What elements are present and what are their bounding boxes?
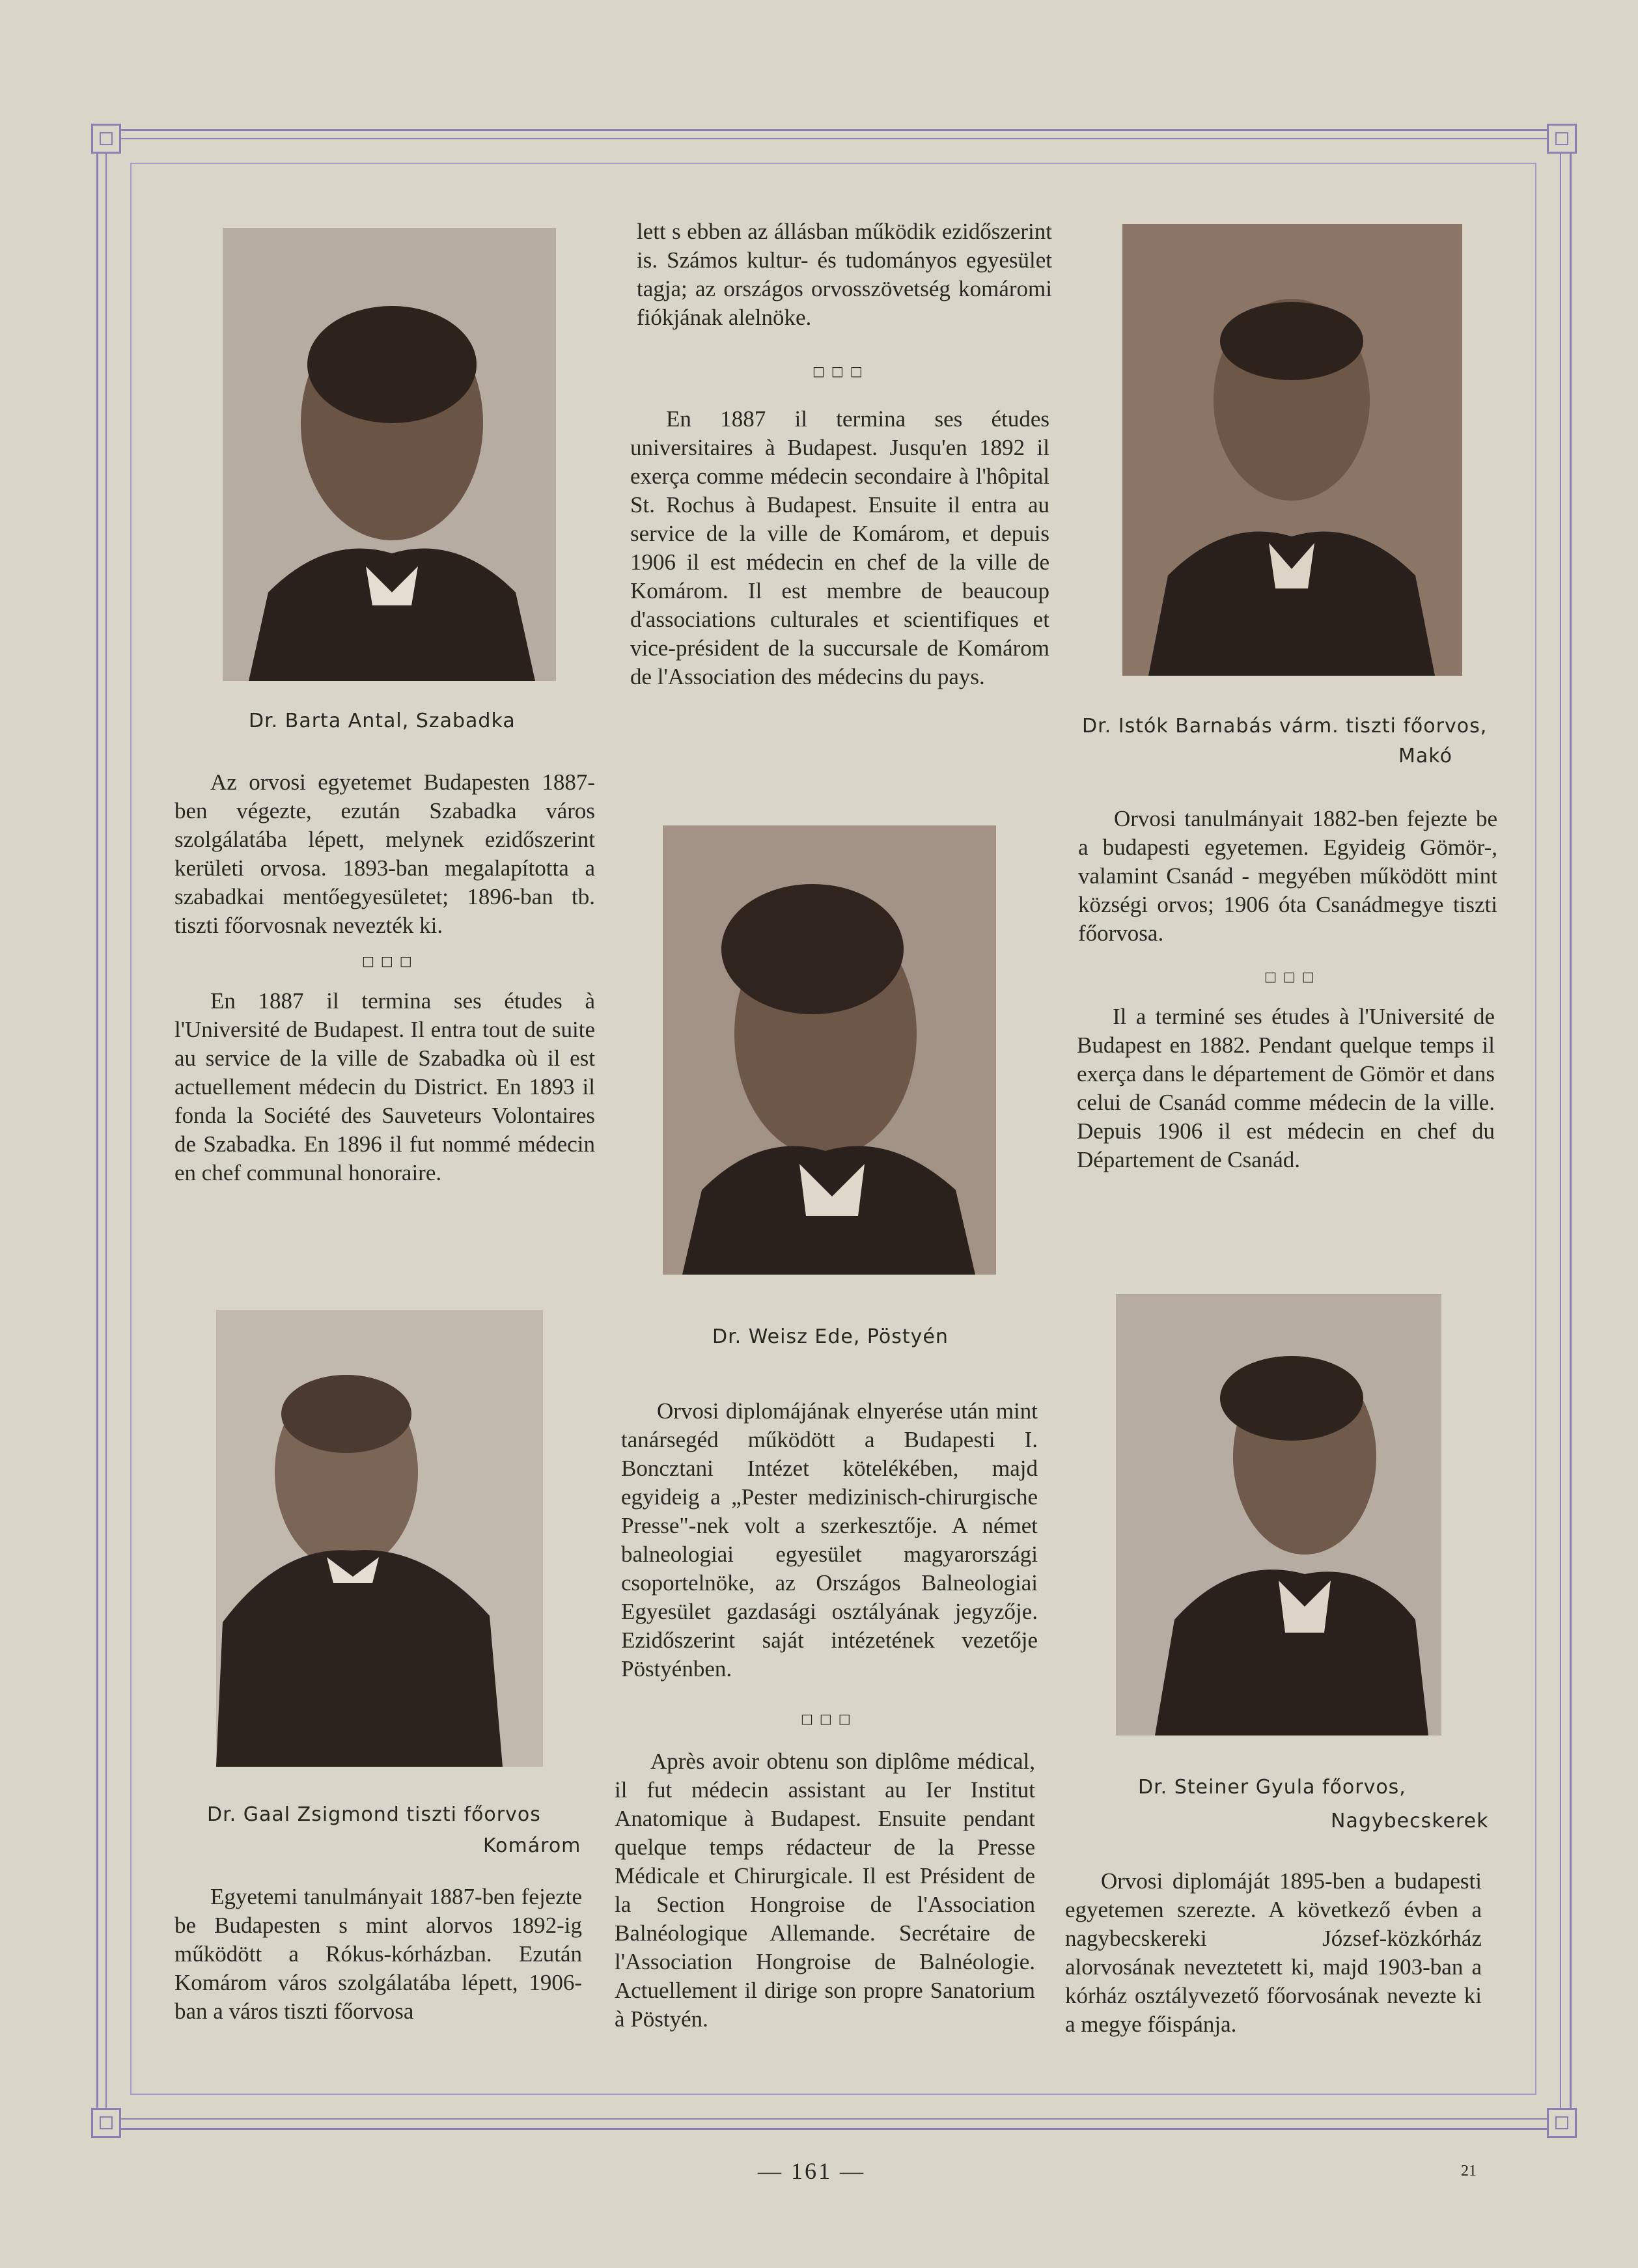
caption-weisz: Dr. Weisz Ede, Pöstyén (712, 1325, 949, 1348)
text-gaal-hungarian: Egyetemi tanulmányait 1887-ben fejezte be Budapesten s mint alorvos 1892-ig működött a Rókus-kórházban. Ezután Komárom város szolgálatába lépett, 1906-ban a város tiszti főorvosa (174, 1884, 582, 2024)
caption-gaal-line1: Dr. Gaal Zsigmond tiszti főorvos (207, 1803, 541, 1826)
caption-gaal-line2: Komárom (483, 1834, 581, 1857)
border-corner-ornament (1547, 124, 1577, 154)
caption-steiner-line1: Dr. Steiner Gyula főorvos, (1138, 1776, 1406, 1799)
text-barta-hungarian: Az orvosi egyetemet Budapesten 1887-ben végezte, ezután Szabadka város szolgálatába lépett, melynek ezidőszerint kerületi orvosa. 1893-ban megalapította a szabadkai mentőegyesületet; 1896-ban tb. tiszti főorvosnak nevezték ki. (174, 769, 595, 938)
text-gaal-french: En 1887 il termina ses études universitaires à Budapest. Jusqu'en 1892 il exerça comme médecin secondaire à l'hôpital St. Rochus à Budapest. Ensuite il entra au service de la ville de Komárom, et depuis 1906 il est médecin en chef de la ville de Komárom. Il est membre de beaucoup d'associations culturales et scientifiques et vice-président de la succursale de Komárom de l'Association des médecins du pays. (630, 406, 1049, 689)
text-barta-french: En 1887 il termina ses études à l'Université de Budapest. Il entra tout de suite au service de la ville de Szabadka où il est actuellement médecin du District. En 1893 il fonda la Société des Sauveteurs Volontaires de Szabadka. En 1896 il fut nommé médecin en chef communal honoraire. (174, 988, 595, 1185)
portrait-istok (1122, 224, 1462, 676)
caption-barta: Dr. Barta Antal, Szabadka (249, 710, 516, 732)
border-corner-ornament (91, 124, 121, 154)
caption-steiner-line2: Nagybecskerek (1331, 1810, 1489, 1832)
caption-istok-line1: Dr. Istók Barnabás várm. tiszti főorvos, (1082, 715, 1488, 738)
portrait-weisz (663, 825, 996, 1275)
text-weisz-french: Après avoir obtenu son diplôme médical, il fut médecin assistant au Ier Institut Anatomique à Budapest. Ensuite pendant quelque temps rédacteur de la Presse Médicale et Chirurgicale. Il est Président de la Section Hongroise de l'Association Balnéologique Allemande. Secrétaire de l'Association Hongroise de Balnéologie. Actuellement il dirige son propre Sanatorium à Pöstyén. (615, 1749, 1035, 2032)
border-corner-ornament (1547, 2108, 1577, 2138)
portrait-steiner (1116, 1294, 1441, 1736)
text-weisz-hungarian: Orvosi diplomájának elnyerése után mint tanársegéd működött a Budapesti I. Boncztani Intézet kötelékében, majd egyideig a „Pester medizinisch-chirurgische Presse"-nek volt a szerkesztője. A német balneologiai egyesület magyarországi csoportelnöke, az Országos Balneologiai Egyesület gazdasági osztályának jegyzője. Ezidőszerint saját intézetének vezetője Pöstyénben. (621, 1398, 1038, 1681)
border-corner-ornament (91, 2108, 121, 2138)
portrait-barta (223, 228, 556, 681)
text-steiner-hungarian: Orvosi diplomáját 1895-ben a budapesti egyetemen szerezte. A következő évben a nagybecskereki József-közkórház alorvosának neveztetett ki, majd 1903-ban a kórház osztályvezető főorvosának nevezte ki a megye főispánja. (1065, 1868, 1482, 2037)
text-gaal-hungarian-continued: lett s ebben az állásban működik ezidőszerint is. Számos kultur- és tudományos egyesület tagja; az országos orvosszövetség komáromi fiókjának alelnöke. (637, 219, 1052, 330)
section-divider: □□□ (801, 1711, 857, 1726)
section-divider: □□□ (1264, 969, 1321, 984)
text-istok-hungarian: Orvosi tanulmányait 1882-ben fejezte be a budapesti egyetemen. Egyideig Gömör-, valamint Csanád - megyében működött mint községi orvos; 1906 óta Csanádmegye tiszti főorvosa. (1078, 806, 1497, 946)
text-istok-french: Il a terminé ses études à l'Université de Budapest en 1882. Pendant quelque temps il exerça dans le département de Gömör et dans celui de Csanád comme médecin de la ville. Depuis 1906 il est médecin en chef du Département de Csanád. (1077, 1004, 1495, 1172)
section-divider: □□□ (362, 953, 419, 969)
caption-istok-line2: Makó (1398, 745, 1452, 768)
portrait-gaal (216, 1310, 543, 1767)
page-number: — 161 — (758, 2158, 865, 2184)
printer-signature-mark: 21 (1461, 2163, 1477, 2179)
section-divider: □□□ (812, 363, 869, 379)
